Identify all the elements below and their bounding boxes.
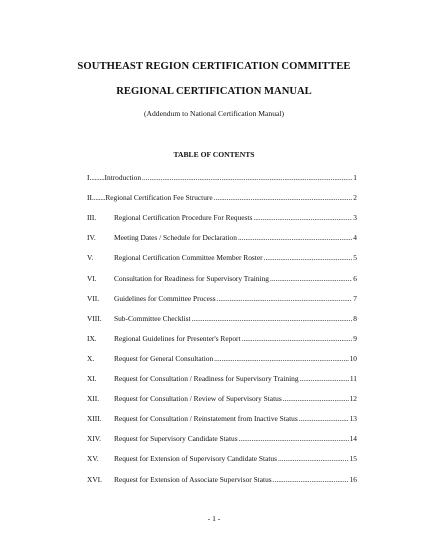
toc-entry-number: XV. bbox=[87, 454, 99, 464]
toc-entry-number: II. bbox=[87, 193, 94, 203]
toc-leader-dots bbox=[217, 293, 353, 305]
manual-title: REGIONAL CERTIFICATION MANUAL bbox=[116, 86, 312, 97]
toc-entry-number: VI. bbox=[87, 273, 97, 283]
toc-entry-title: Regional Certification Committee Member Roster bbox=[114, 253, 263, 263]
toc-entry bbox=[87, 474, 357, 486]
toc-entry bbox=[87, 353, 357, 365]
toc-entry bbox=[87, 333, 357, 345]
toc-entry-title: Introduction bbox=[104, 173, 142, 182]
toc-heading: TABLE OF CONTENTS bbox=[173, 150, 255, 159]
toc-leader-dots bbox=[214, 353, 348, 365]
toc-entry-page: 7 bbox=[353, 293, 357, 303]
toc-leader-dots bbox=[273, 474, 349, 486]
toc-entry-title: Regional Guidelines for Presenter's Report bbox=[114, 333, 241, 343]
toc-entry-page: 11 bbox=[349, 374, 357, 383]
toc-entry-page: 16 bbox=[349, 474, 357, 484]
toc-entry-number: VII. bbox=[87, 293, 100, 303]
toc-entry-page: 6 bbox=[353, 273, 357, 283]
toc-entry-page: 12 bbox=[349, 394, 357, 404]
toc-entry bbox=[87, 373, 357, 385]
toc-entry-number: XIV. bbox=[87, 434, 102, 444]
toc-entry-page: 13 bbox=[349, 414, 357, 424]
toc-entry-number: IX. bbox=[87, 333, 97, 343]
toc-entry bbox=[87, 212, 357, 224]
toc-entry-page: 10 bbox=[349, 353, 357, 363]
committee-title: SOUTHEAST REGION CERTIFICATION COMMITTEE bbox=[77, 61, 351, 72]
toc-entry-number: XVI. bbox=[87, 474, 102, 484]
toc-entry-page: 15 bbox=[349, 454, 357, 464]
toc-entry bbox=[87, 433, 357, 445]
toc-entry-page: 14 bbox=[349, 434, 357, 444]
toc-entry-title: Consultation for Readiness for Supervisory Training bbox=[114, 273, 269, 283]
toc-entry-page: 2 bbox=[353, 193, 357, 203]
toc-entry bbox=[87, 293, 357, 305]
toc-entry-page: 5 bbox=[353, 253, 357, 263]
toc-entry-title: Sub-Committee Checklist bbox=[114, 313, 191, 323]
toc-entry-title: Request for Consultation / Review of Supervisory Status bbox=[114, 394, 282, 404]
addendum-note: (Addendum to National Certification Manual) bbox=[143, 109, 285, 118]
toc-entry-title: Request for Consultation / Readiness for Supervisory Training bbox=[114, 374, 299, 383]
toc-entry-number: XII. bbox=[87, 394, 100, 404]
toc-leader-dots bbox=[264, 252, 353, 264]
toc-number-leader: ....... bbox=[93, 193, 106, 203]
toc-entry bbox=[87, 252, 357, 264]
toc-entry-page: 3 bbox=[353, 213, 357, 223]
toc-entry-page: 9 bbox=[353, 333, 357, 343]
toc-leader-dots bbox=[239, 433, 349, 445]
toc-entry-number: IV. bbox=[87, 233, 96, 243]
toc-entry-page: 4 bbox=[353, 233, 357, 243]
toc-entry bbox=[87, 453, 357, 465]
toc-entry-number: X. bbox=[87, 353, 95, 363]
toc-leader-dots bbox=[300, 373, 349, 385]
toc-entry-number: VIII. bbox=[87, 313, 102, 323]
page-number: - 1 - bbox=[207, 514, 221, 523]
toc-leader-dots bbox=[283, 393, 349, 405]
toc-entry-title: Request for Extension of Supervisory Candidate Status bbox=[114, 454, 277, 464]
toc-leader-dots bbox=[214, 192, 353, 204]
toc-entry bbox=[87, 393, 357, 405]
toc-entry-number: I. bbox=[87, 173, 92, 182]
toc-leader-dots bbox=[242, 333, 353, 345]
toc-entry-title: Request for Consultation / Reinstatement from Inactive Status bbox=[114, 414, 298, 424]
toc-entry bbox=[87, 192, 357, 204]
toc-entry-title: Regional Certification Fee Structure bbox=[105, 193, 213, 203]
toc-leader-dots bbox=[270, 273, 352, 285]
toc-number-leader: ........ bbox=[91, 173, 105, 182]
toc-entry bbox=[87, 172, 357, 184]
toc-leader-dots bbox=[253, 212, 352, 224]
toc-entry-title: Regional Certification Procedure For Requests bbox=[114, 213, 253, 223]
toc-entry bbox=[87, 273, 357, 285]
toc-entry-number: V. bbox=[87, 253, 94, 263]
toc-entry bbox=[87, 313, 357, 325]
toc-leader-dots bbox=[142, 172, 352, 184]
toc-entry-title: Request for General Consultation bbox=[114, 353, 214, 363]
toc-entry-page: 1 bbox=[353, 173, 357, 182]
toc-entry bbox=[87, 232, 357, 244]
toc-entry-page: 8 bbox=[353, 313, 357, 323]
toc-entry-title: Request for Supervisory Candidate Status bbox=[114, 434, 238, 444]
toc-leader-dots bbox=[299, 413, 349, 425]
toc-leader-dots bbox=[238, 232, 352, 244]
toc-entry bbox=[87, 413, 357, 425]
toc-entry-title: Request for Extension of Associate Supervisor Status bbox=[114, 474, 272, 484]
toc-entry-number: III. bbox=[87, 213, 97, 223]
toc-leader-dots bbox=[278, 453, 349, 465]
toc-leader-dots bbox=[192, 313, 353, 325]
toc-entry-number: XIII. bbox=[87, 414, 102, 424]
toc-entry-number: XI. bbox=[87, 374, 97, 383]
toc-entry-title: Meeting Dates / Schedule for Declaration bbox=[114, 233, 237, 243]
toc-entry-title: Guidelines for Committee Process bbox=[114, 293, 216, 303]
